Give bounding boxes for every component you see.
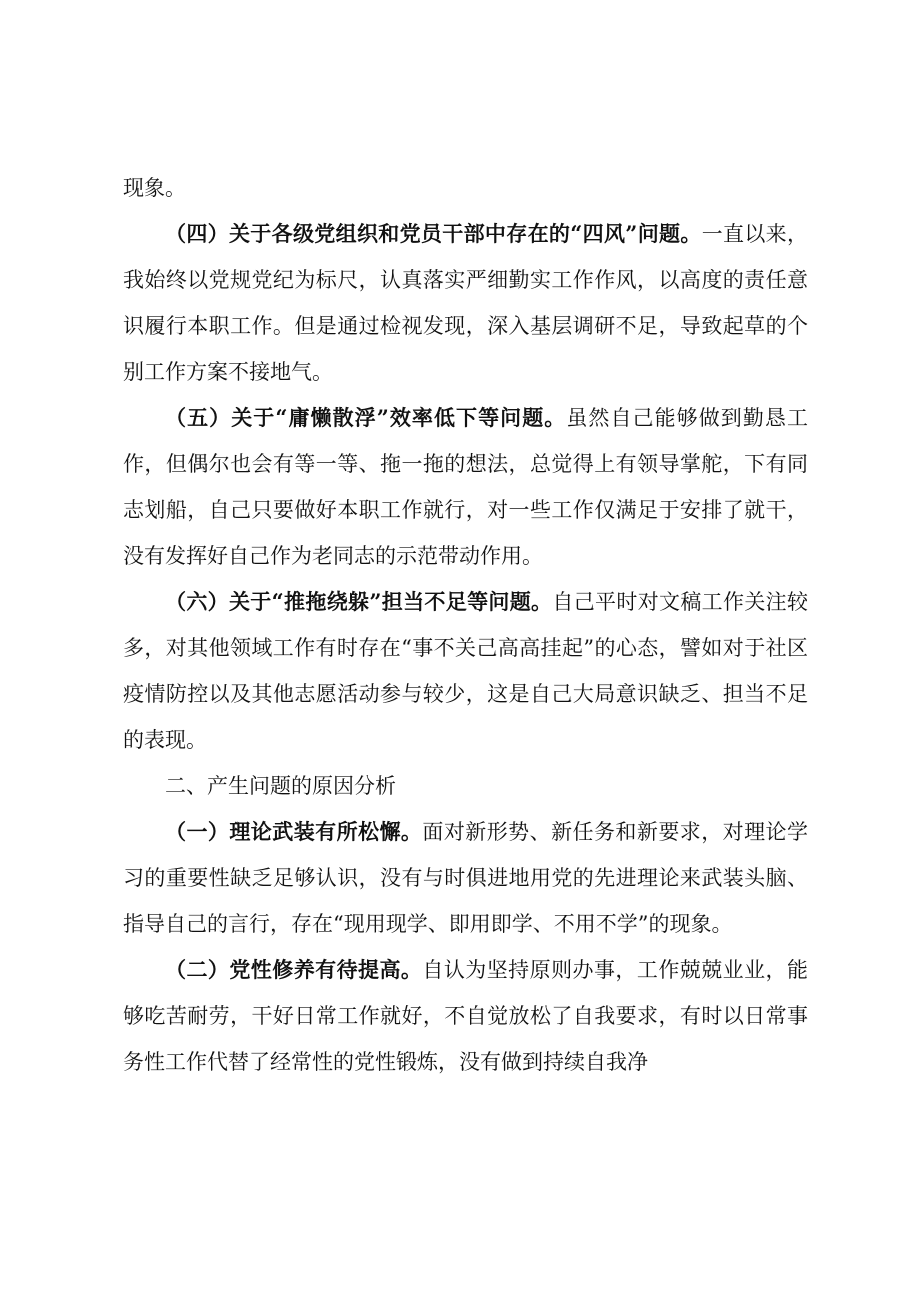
paragraph-text: 面对新形势、新任务和新要求，对理论学习的重要性缺乏足够认识，没有与时俱进地用党的先进理论来武装头脑、指导自己的言行，存在“现用现学、即用即学、不用不学”的现象。	[123, 820, 809, 936]
section-heading	[123, 763, 808, 809]
paragraph-text: 一直以来，我始终以党规党纪为标尺，认真落实严细勤实工作作风，以高度的责任意识履行本职工作。但是通过检视发现，深入基层调研不足，导致起草的个别工作方案不接地气。	[123, 222, 808, 384]
paragraph-text: 现象。	[123, 176, 186, 200]
paragraph-si-feng	[123, 211, 808, 395]
paragraph-continuation	[123, 165, 808, 211]
paragraph-yong-lan-san-fu	[123, 395, 808, 579]
paragraph-lead: （一）理论武装有所松懈。	[165, 819, 423, 844]
section-heading-text: 二、产生问题的原因分析	[165, 774, 396, 798]
paragraph-party-spirit	[123, 947, 808, 1085]
paragraph-text: 自认为坚持原则办事，工作兢兢业业，能够吃苦耐劳，干好日常工作就好，不自觉放松了自我要求，有时以日常事务性工作代替了经常性的党性锻炼，没有做到持续自我净	[123, 958, 809, 1074]
paragraph-lead: （四）关于各级党组织和党员干部中存在的“四风”问题。	[165, 221, 702, 246]
paragraph-text: 自己平时对文稿工作关注较多，对其他领域工作有时存在“事不关己高高挂起”的心态，譬如对于社区疫情防控以及其他志愿活动参与较少，这是自己大局意识缺乏、担当不足的表现。	[123, 590, 808, 752]
paragraph-lead: （五）关于“庸懒散浮”效率低下等问题。	[165, 405, 567, 430]
paragraph-text: 虽然自己能够做到勤恳工作，但偶尔也会有等一等、拖一拖的想法，总觉得上有领导掌舵，下有同志划船，自己只要做好本职工作就行，对一些工作仅满足于安排了就干，没有发挥好自己作为老同志的示范带动作用。	[123, 406, 808, 568]
document-body	[123, 165, 808, 1085]
paragraph-lead: （二）党性修养有待提高。	[165, 957, 423, 982]
paragraph-tui-tuo-rao-duo	[123, 579, 808, 763]
paragraph-lead: （六）关于“推拖绕躲”担当不足等问题。	[165, 589, 553, 614]
paragraph-theory	[123, 809, 808, 947]
